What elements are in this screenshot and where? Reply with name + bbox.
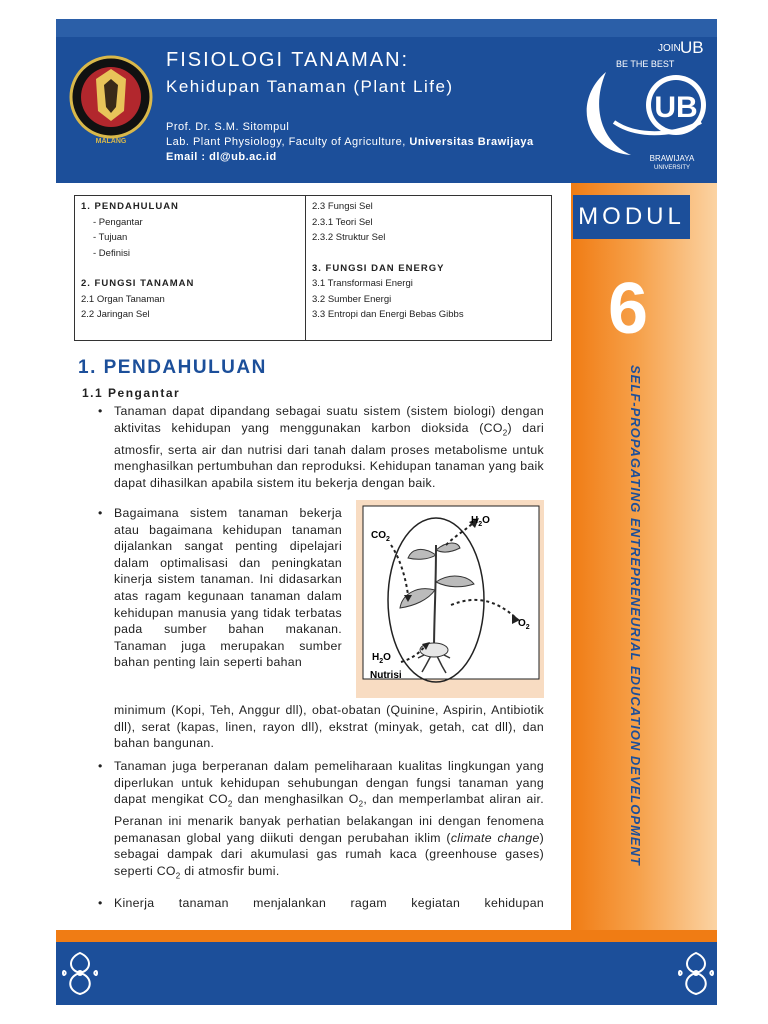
bullet-icon: • [98, 404, 103, 418]
lab-name: Lab. Plant Physiology, Faculty of Agriculture, [166, 136, 410, 148]
logo-ub-big: UB [654, 91, 698, 124]
modul-number: 6 [607, 269, 649, 349]
logo-ub-small: UB [680, 38, 704, 57]
toc-right-column [306, 196, 551, 340]
university-seal-icon [66, 49, 156, 149]
section-heading: 1. PENDAHULUAN [78, 357, 267, 378]
toc-left-column [75, 196, 306, 340]
paragraph-bullet-3: • Tanaman juga berperanan dalam pemeliharaan kualitas lingkungan yang diperlukan untuk kehidupan sehubungan dengan fungsi tanaman yang dapat mengikat $CO_2$ dan menghasilkan $O_2$, dan memperlambat aliran air. Peranan ini menarik banyak perhatian belakangan ini dengan fenomena pemanasan global yang diikuti dengan perubahan iklim (climate change) sebagai dampak dari akumulasi gas rumah kaca (greenhouse gases) seperti $CO_2$ di atmosfir bumi. [98, 759, 544, 881]
author-email: Email : dl@ub.ac.id [166, 151, 277, 163]
plant-diagram-svg [356, 500, 544, 698]
toc-item: 2.3.2 Struktur Sel [312, 232, 386, 243]
toc-item: 2.3.1 Teori Sel [312, 216, 373, 228]
svg-text:MALANG: MALANG [95, 138, 127, 145]
label-nutrisi: Nutrisi [370, 670, 402, 681]
toc-section-1: 1. PENDAHULUAN [81, 201, 179, 212]
footer-banner [56, 942, 717, 1005]
logo-join: JOIN [658, 43, 681, 54]
paragraph-bullet-2-continued: minimum (Kopi, Teh, Anggur dll), obat-obatan (Quinine, Aspirin, Antibiotik dll), serat (kapas, linen, rayon dll), ekstrat (minyak, getah, cat dll), dan bahan bangunan. [114, 703, 544, 751]
label-h2o-bottom: $H_2O$ [372, 652, 391, 665]
logo-be-the-best: BE THE BEST [616, 59, 675, 69]
modul-label: MODUL [573, 195, 690, 239]
sidebar-vertical-text: SELF-PROPAGATING ENTREPRENEURIAL EDUCATION DEVELOPMENT [628, 365, 643, 866]
author-affiliation [166, 135, 534, 150]
toc-item: 3.2 Sumber Energi [312, 293, 392, 305]
toc-item: 3.1 Transformasi Energi [312, 278, 413, 289]
toc-section-2: 2. FUNGSI TANAMAN [81, 278, 195, 289]
bullet-icon: • [98, 506, 103, 520]
toc-section-3: 3. FUNGSI DAN ENERGY [312, 262, 445, 274]
bullet-icon: • [98, 896, 103, 910]
toc-item: 2.2 Jaringan Sel [81, 309, 150, 320]
toc-item: 2.3 Fungsi Sel [312, 201, 373, 212]
header-banner [56, 19, 717, 183]
paragraph-bullet-4: • Kinerja tanaman menjalankan ragam kegiatan kehidupan [98, 896, 544, 910]
toc-item: - Definisi [93, 247, 130, 259]
footer-orange-band [56, 930, 717, 942]
paragraph-bullet-2: • Bagaimana sistem tanaman bekerja atau bagaimana kehidupan tanaman dijalankan sangat penting dipelajari dalam optimalisasi dan peningkatan kinerja sistem tanaman. Ini didasarkan atas ragam kegunaan tanaman dalam kehidupan manusia yang tidak terbatas pada sumber bahan makanan. Tanaman juga merupakan sumber bahan penting lain seperti bahan [98, 506, 342, 670]
university-name: Universitas Brawijaya [409, 136, 534, 148]
plant-diagram [356, 500, 544, 698]
toc-item: 3.3 Entropi dan Energi Bebas Gibbs [312, 309, 464, 320]
paragraph-bullet-1: • Tanaman dapat dipandang sebagai suatu sistem (sistem biologi) dengan aktivitas kehidupan yang menggunakan karbon dioksida $(CO_2)$ dari atmosfir, serta air dan nutrisi dari tanah dalam proses metabolisme untuk menghasilkan pertumbuhan dan reproduksi. Kehidupan tanaman yang baik dapat dihasilkan apabila sistem itu bekerja dengan baik. [98, 404, 544, 490]
ornament-right-icon [676, 948, 716, 998]
toc-item: - Tujuan [93, 232, 128, 243]
label-co2: $CO_2$ [371, 530, 390, 543]
author-block [166, 120, 534, 165]
logo-brawijaya: BRAWIJAYA [649, 154, 695, 163]
table-of-contents [74, 195, 552, 341]
bullet-icon: • [98, 759, 103, 773]
label-o2: $O_2$ [518, 618, 530, 631]
label-h2o-top: $H_2O$ [471, 515, 490, 528]
toc-item: - Pengantar [93, 216, 143, 228]
author-name: Prof. Dr. S.M. Sitompul [166, 121, 290, 133]
ub-logo-icon [576, 27, 716, 177]
ornament-left-icon [60, 948, 100, 998]
document-subtitle: Kehidupan Tanaman (Plant Life) [166, 77, 454, 96]
logo-university: UNIVERSITY [653, 165, 691, 171]
subsection-heading: 1.1 Pengantar [82, 386, 181, 400]
toc-item: 2.1 Organ Tanaman [81, 293, 165, 305]
document-title: FISIOLOGI TANAMAN: [166, 49, 410, 71]
